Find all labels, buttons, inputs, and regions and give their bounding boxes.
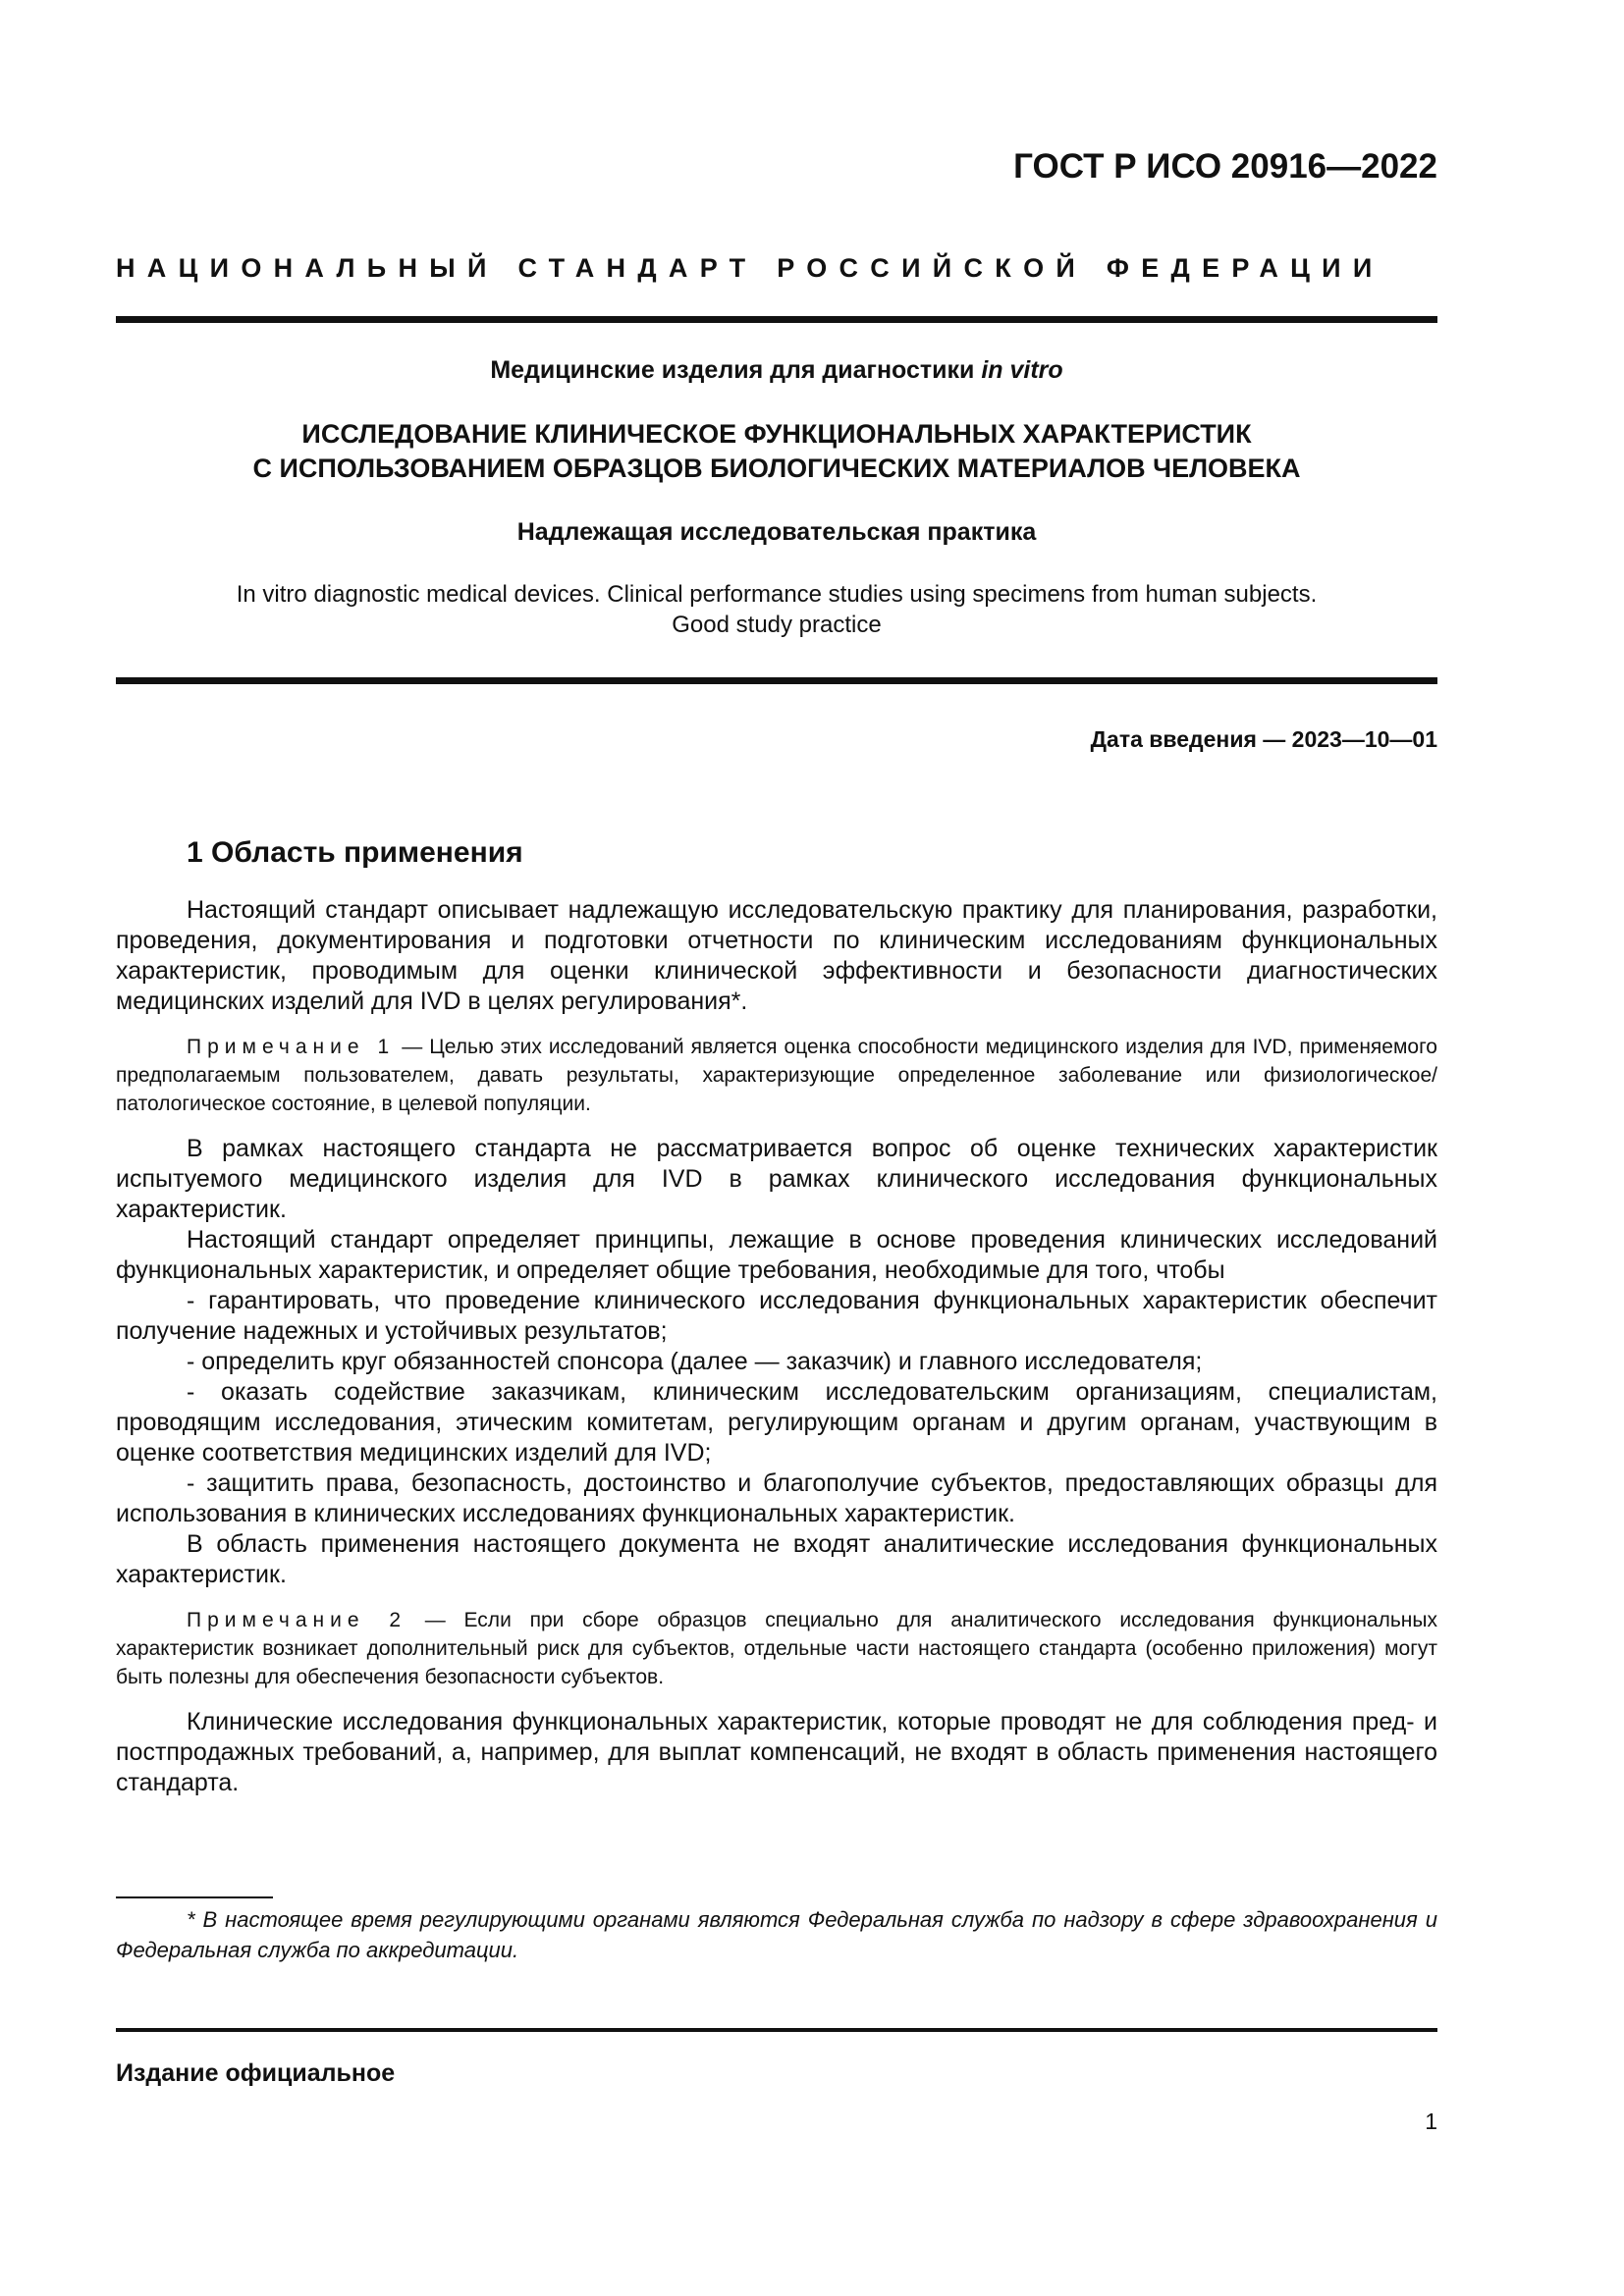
subtitle-italic: in vitro bbox=[981, 356, 1063, 384]
paragraph: Клинические исследования функциональных характеристик, которые проводят не для соблюдения пред- и постпродажных требований, а, например, для выплат компенсаций, не входят в область применения настоящего стандарта. bbox=[116, 1708, 1437, 1796]
note-1 bbox=[116, 1033, 1437, 1118]
header-rule bbox=[116, 316, 1437, 323]
english-title-line-1: In vitro diagnostic medical devices. Clinical performance studies using specimens from human subjects. bbox=[236, 581, 1318, 608]
list-item: - определить круг обязанностей спонсора (далее — заказчик) и главного исследователя; bbox=[187, 1348, 1203, 1375]
subtitle-text: Медицинские изделия для диагностики bbox=[490, 356, 982, 384]
section-heading: 1 Область применения bbox=[187, 836, 523, 869]
title-block-rule bbox=[116, 677, 1437, 684]
footer-rule bbox=[116, 2028, 1437, 2032]
list-item: - гарантировать, что проведение клинического исследования функциональных характеристик обеспечит получение надежных и устойчивых результатов; bbox=[116, 1287, 1437, 1345]
english-title bbox=[116, 579, 1437, 640]
national-standard-title: НАЦИОНАЛЬНЫЙ СТАНДАРТ РОССИЙСКОЙ ФЕДЕРАЦИИ bbox=[116, 253, 1384, 283]
note-label: Примечание 2 bbox=[187, 1609, 406, 1631]
introduction-date: Дата введения — 2023—10—01 bbox=[1090, 726, 1437, 752]
section-body bbox=[116, 895, 1437, 1798]
note-2 bbox=[116, 1606, 1437, 1691]
note-text: — Если при сборе образцов специально для аналитического исследования функциональных характеристик возникает дополнительный риск для субъектов, отдельные части настоящего стандарта (особенно приложения) могут быть полезны для обеспечения безопасности субъектов. bbox=[116, 1609, 1437, 1688]
list-item: - защитить права, безопасность, достоинство и благополучие субъектов, предоставляющих образцы для использования в клинических исследованиях функциональных характеристик. bbox=[116, 1469, 1437, 1527]
document-subtitle bbox=[116, 356, 1437, 385]
document-title bbox=[116, 417, 1437, 486]
title-line-2: С ИСПОЛЬЗОВАНИЕМ ОБРАЗЦОВ БИОЛОГИЧЕСКИХ МАТЕРИАЛОВ ЧЕЛОВЕКА bbox=[252, 454, 1301, 483]
practice-subtitle: Надлежащая исследовательская практика bbox=[516, 518, 1037, 546]
standard-code: ГОСТ Р ИСО 20916—2022 bbox=[1013, 147, 1437, 186]
footnote: * В настоящее время регулирующими органами являются Федеральная служба по надзору в сфере здравоохранения и Федеральная служба по аккредитации. bbox=[116, 1907, 1437, 1962]
page-number: 1 bbox=[1425, 2109, 1437, 2134]
paragraph: В рамках настоящего стандарта не рассматривается вопрос об оценке технических характеристик испытуемого медицинского изделия для IVD в рамках клинического исследования функциональных характеристик. bbox=[116, 1135, 1437, 1223]
title-line-1: ИССЛЕДОВАНИЕ КЛИНИЧЕСКОЕ ФУНКЦИОНАЛЬНЫХ ХАРАКТЕРИСТИК bbox=[301, 419, 1252, 449]
paragraph: Настоящий стандарт описывает надлежащую исследовательскую практику для планирования, разработки, проведения, документирования и подготовки отчетности по клиническим исследованиям функциональных характеристик, проводимым для оценки клинической эффективности и безопасности диагностических медицинских изделий для IVD в целях регулирования*. bbox=[116, 896, 1437, 1015]
english-title-line-2: Good study practice bbox=[672, 612, 882, 638]
paragraph: Настоящий стандарт определяет принципы, лежащие в основе проведения клинических исследований функциональных характеристик, и определяет общие требования, необходимые для того, чтобы bbox=[116, 1226, 1437, 1284]
footnote-rule bbox=[116, 1896, 273, 1898]
note-text: — Целью этих исследований является оценка способности медицинского изделия для IVD, применяемого предполагаемым пользователем, давать результаты, характеризующие определенное заболевание или физиологическое/патологическое состояние, в целевой популяции. bbox=[116, 1036, 1437, 1115]
list-item: - оказать содействие заказчикам, клиническим исследовательским организациям, специалистам, проводящим исследования, этическим комитетам, регулирующим органам и другим органам, участвующим в оценке соответствия медицинских изделий для IVD; bbox=[116, 1378, 1437, 1467]
paragraph: В область применения настоящего документа не входят аналитические исследования функциональных характеристик. bbox=[116, 1530, 1437, 1588]
official-edition: Издание официальное bbox=[116, 2059, 396, 2087]
note-label: Примечание 1 bbox=[187, 1036, 396, 1058]
